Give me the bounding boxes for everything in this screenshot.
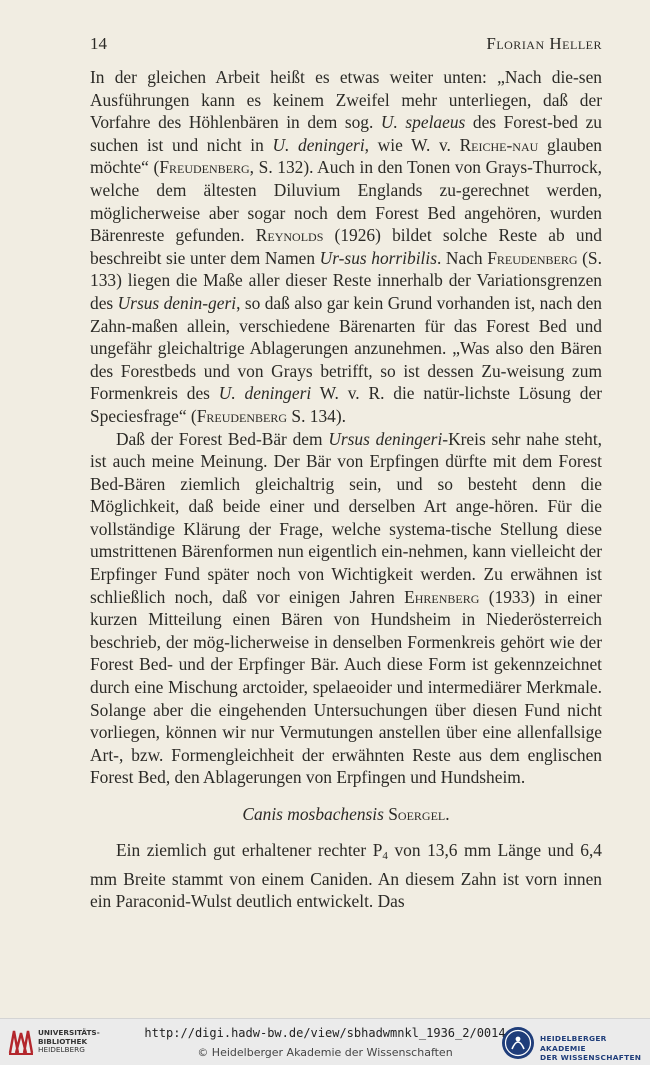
copyright-notice: © Heidelberger Akademie der Wissenschaften bbox=[197, 1046, 453, 1059]
viewer-footer bbox=[0, 1018, 650, 1065]
academy-logo[interactable] bbox=[500, 1025, 645, 1061]
library-logo-text: UNIVERSITÄTS- BIBLIOTHEK HEIDELBERG bbox=[38, 1028, 100, 1055]
paragraph-2: Daß der Forest Bed-Bär dem Ursus deningeri-Kreis sehr nahe steht, ist auch meine Meinung. Der Bär von Erpfingen dürfte mit dem Forest Bed-Bären ziemlich gleichaltrig sein, und so besteht denn die Möglichkeit, daß beide einer und derselben Art ange-hören. Für die vollständige Klärung der Frage, welche systema-tische Stellung diese umstrittenen Bärenformen nun eigentlich ein-nehmen, kann vielleicht der Erpfinger Fund später noch von Wichtigkeit werden. Zu erwähnen ist schließlich noch, daß vor einigen Jahren Ehrenberg (1933) in einer kurzen Mitteilung einen Bären von Hundsheim in Niederösterreich beschrieb, der mög-licherweise in denselben Formenkreis gehört wie der Forest Bed- und der Erpfinger Bär. Auch diese Form ist gekennzeichnet durch eine Mischung arctoider, spelaeoider und intermediärer Merkmale. Solange aber die eingehenden Untersuchungen über diesen Fund nicht vorliegen, können wir nur Vermutungen anstellen über eine allenfallsige Art-, bzw. Formengleichheit der erwähnten Reste aus dem englischen Forest Bed, den Ablagerungen von Erpfingen und Hundsheim. bbox=[90, 428, 603, 788]
paragraph-1: In der gleichen Arbeit heißt es etwas weiter unten: „Nach die-sen Ausführungen kann es keinem Zweifel mehr unterliegen, daß der Vorfahre des Höhlenbären in dem sog. U. spelaeus des Forest-bed zu suchen ist und nicht in U. deningeri, wie W. v. Reiche-nau glauben möchte“ (Freudenberg, S. 132). Auch in den Tonen von Grays-Thurrock, welche dem ältesten Diluvium Englands zu-gerechnet werden, möglicherweise aber sogar noch dem Forest Bed angehören, wurden Bärenreste gefunden. Reynolds (1926) bildet solche Reste ab und beschreibt sie unter dem Namen Ur-sus horribilis. Nach Freudenberg (S. 133) liegen die Maße aller dieser Reste innerhalb der Variationsgrenzen des Ursus denin-geri, so daß also gar kein Grund vorhanden ist, nach den Zahn-maßen allein, verschiedene Bärenarten für das Forest Bed und ungefähr gleichaltrige Ablagerungen anzunehmen. „Was also den Bären des Forestbeds und von Grays betrifft, so ist dessen Zu-weisung zum Formenkreis des U. deningeri W. v. R. die natür-lichste Lösung der Speciesfrage“ (Freudenberg S. 134). bbox=[90, 67, 602, 426]
paragraph-3: Ein ziemlich gut erhaltener rechter $P_4$ von 13,6 mm Länge und 6,4 mm Breite stammt von einem Caniden. An diesem Zahn ist vorn innen ein Paraconid-Wulst deutlich entwickelt. Das bbox=[90, 840, 603, 912]
page-body bbox=[90, 66, 602, 913]
academy-seal-icon bbox=[500, 1025, 536, 1061]
running-header bbox=[90, 34, 602, 56]
academy-logo-text: HEIDELBERGER AKADEMIE DER WISSENSCHAFTEN bbox=[540, 1034, 642, 1062]
permalink-url[interactable]: http://digi.hadw-bw.de/view/sbhadwmnkl_1936_2/0014 bbox=[144, 1026, 506, 1040]
section-heading: Canis mosbachensis Soergel. bbox=[242, 804, 450, 824]
running-author: Florian Heller bbox=[486, 34, 602, 53]
page-number: 14 bbox=[90, 34, 107, 53]
